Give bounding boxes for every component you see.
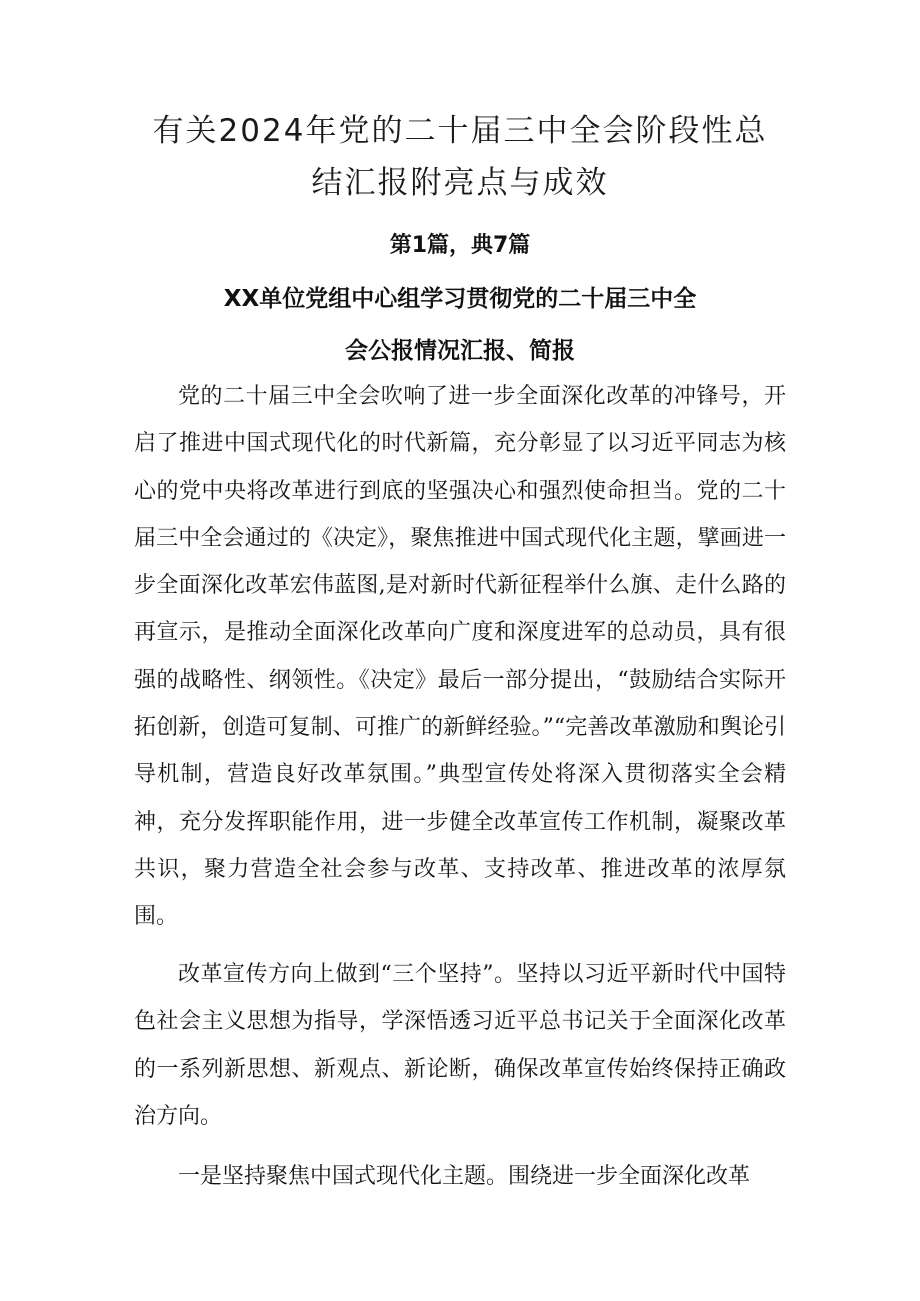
document-title-line-1: 有关2024年党的二十届三中全会阶段性总 [152, 113, 768, 149]
document-title-line-2: 结汇报附亮点与成效 [311, 165, 609, 201]
page-label: 第1篇，典7篇 [389, 233, 531, 258]
body-paragraph-2: 改革宣传方向上做到“三个坚持”。坚持以习近平新时代中国特色社会主义思想为指导，学深悟透习近平总书记关于全面深化改革的一系列新思想、新观点、新论断，确保改革宣传始终保持正确政治方向。 [134, 962, 786, 1129]
report-title-line-1: XX单位党组中心组学习贯彻党的二十届三中全 [223, 286, 697, 312]
body-paragraph-3: 一是坚持聚焦中国式现代化主题。围绕进一步全面深化改革 [178, 1164, 751, 1189]
body-paragraph-1: 党的二十届三中全会吹响了进一步全面深化改革的冲锋号，开启了推进中国式现代化的时代新篇，充分彰显了以习近平同志为核心的党中央将改革进行到底的坚强决心和强烈使命担当。党的二十届三中全会通过的《决定》，聚焦推进中国式现代化主题，擘画进一步全面深化改革宏伟蓝图,是对新时代新征程举什么旗、走什么路的再宣示，是推动全面深化改革向广度和深度进军的总动员，具有很强的战略性、纲领性。《决定》最后一部分提出，“鼓励结合实际开拓创新，创造可复制、可推广的新鲜经验。”“完善改革激励和舆论引导机制，营造良好改革氛围。”典型宣传处将深入贯彻落实全会精神，充分发挥职能作用，进一步健全改革宣传工作机制，凝聚改革共识，聚力营造全社会参与改革、支持改革、推进改革的浓厚氛围。 [134, 384, 786, 930]
report-title-line-2: 会公报情况汇报、简报 [345, 338, 575, 364]
